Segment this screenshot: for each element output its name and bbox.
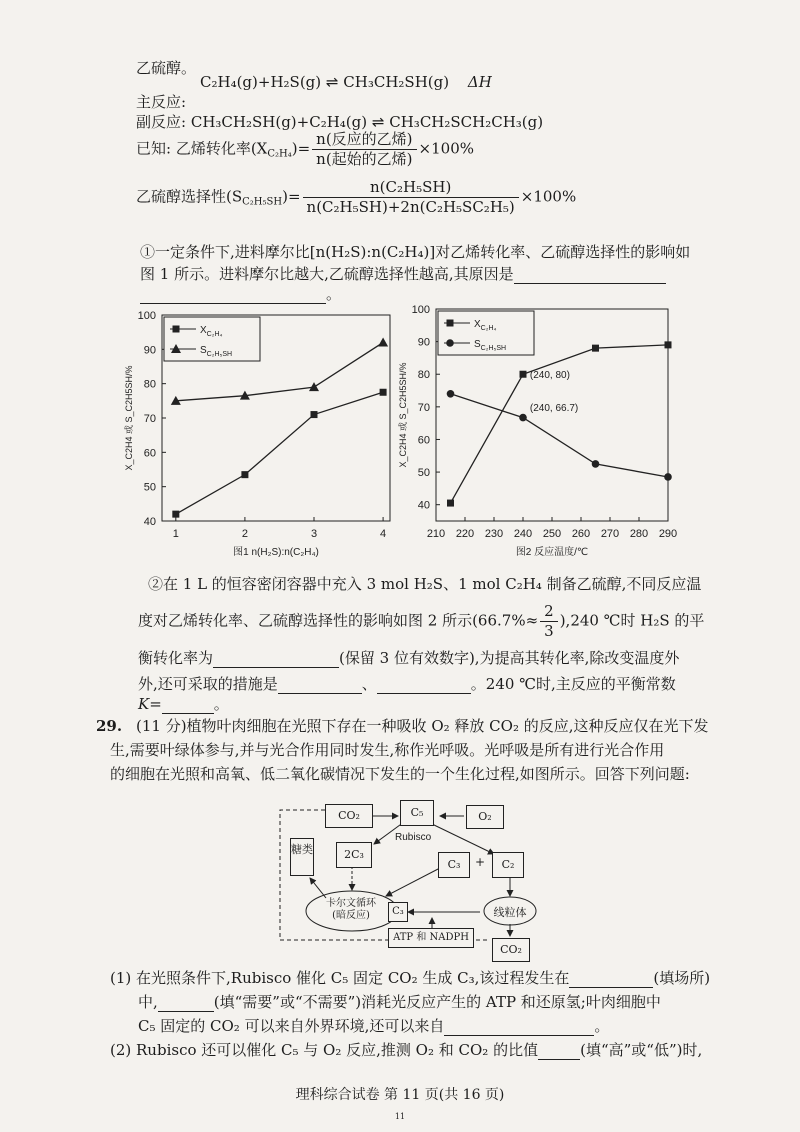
calvin-cycle-subtitle: (暗反应) bbox=[332, 910, 370, 921]
y-tick-label: 40 bbox=[417, 499, 430, 512]
p2-line1-tail: (填“高”或“低”)时, bbox=[580, 1041, 703, 1059]
c3-box: C₃ bbox=[438, 852, 470, 878]
y-tick-label: 90 bbox=[143, 344, 156, 357]
co2-top-box: CO₂ bbox=[325, 804, 373, 828]
p1-line2 bbox=[138, 992, 661, 1012]
conversion-tail: ×100% bbox=[418, 139, 474, 158]
x-tick-label: 4 bbox=[380, 528, 387, 540]
selectivity-numerator: n(C₂H₅SH) bbox=[303, 178, 519, 198]
y-tick-label: 60 bbox=[417, 434, 430, 447]
q2-line3 bbox=[138, 648, 679, 668]
y-tick-label: 90 bbox=[417, 336, 430, 349]
c2-box: C₂ bbox=[492, 852, 524, 878]
main-reaction-equation bbox=[200, 72, 492, 92]
selectivity-subscript: C₂H₅SH bbox=[242, 196, 283, 208]
equilibrium-arrow: ⇌ bbox=[325, 73, 339, 91]
two-c3-box: 2C₃ bbox=[336, 842, 372, 868]
q2-line5 bbox=[138, 694, 229, 714]
answer-blank[interactable] bbox=[444, 1019, 594, 1036]
answer-blank[interactable] bbox=[158, 995, 214, 1012]
legend-subscript: C₂H₅SH bbox=[206, 351, 233, 358]
figure2-chart bbox=[396, 305, 716, 570]
q29-line1: (11 分)植物叶肉细胞在光照下存在一种吸收 O₂ 释放 CO₂ 的反应,这种反应仅在光下发 bbox=[136, 717, 709, 735]
legend-subscript: C₂H₄ bbox=[206, 331, 223, 338]
answer-blank[interactable] bbox=[278, 677, 362, 694]
y-tick-label: 50 bbox=[143, 481, 156, 494]
triangle-marker bbox=[309, 382, 319, 391]
square-marker bbox=[380, 389, 387, 396]
reaction-lhs: C₂H₄(g)+H₂S(g) bbox=[200, 73, 322, 91]
q2-line4-text: 外,还可采取的措施是 bbox=[138, 675, 278, 693]
circle-marker bbox=[519, 414, 527, 422]
arrow bbox=[386, 868, 440, 896]
selectivity-fraction bbox=[303, 178, 519, 217]
square-marker bbox=[520, 371, 527, 378]
p1-line2-tail: (填“需要”或“不需要”)消耗光反应产生的 ATP 和还原氢;叶肉细胞中 bbox=[213, 993, 661, 1011]
annotation-label: (240, 80) bbox=[529, 370, 570, 382]
two-thirds-fraction bbox=[540, 602, 558, 641]
answer-blank[interactable] bbox=[569, 971, 653, 988]
x-tick-label: 260 bbox=[571, 528, 591, 540]
legend-label: $X_{C_2H_4}$ bbox=[200, 325, 223, 338]
selectivity-equals: )= bbox=[282, 187, 301, 206]
q2-line2-tail: ),240 ℃时 H₂S 的平 bbox=[559, 611, 705, 630]
y-tick-label: 40 bbox=[143, 516, 156, 528]
c5-box: C₅ bbox=[400, 800, 434, 826]
conversion-definition bbox=[136, 130, 474, 169]
circle-marker bbox=[446, 339, 454, 347]
plus-sign: + bbox=[475, 855, 486, 869]
x-tick-label: 230 bbox=[484, 528, 504, 540]
selectivity-definition bbox=[136, 178, 576, 217]
q2-line5-end: 。 bbox=[213, 695, 229, 713]
p1-line1-tail: (填场所) bbox=[653, 969, 711, 987]
y-tick-label: 70 bbox=[143, 413, 156, 425]
co2-bottom-box: CO₂ bbox=[492, 938, 530, 962]
square-marker bbox=[172, 511, 179, 518]
x-tick-label: 290 bbox=[658, 528, 678, 540]
side-reaction bbox=[136, 112, 543, 132]
q29-line3: 的细胞在光照和高氧、低二氧化碳情况下发生的一个生化过程,如图所示。回答下列问题: bbox=[110, 765, 690, 783]
y-axis-label: X_C2H4 或 S_C2H5SH/% bbox=[398, 362, 408, 468]
conversion-numerator: n(反应的乙烯) bbox=[312, 130, 416, 150]
conversion-subscript: C₂H₄ bbox=[267, 148, 292, 160]
x-tick-label: 210 bbox=[426, 528, 446, 540]
legend-label: $X_{C_2H_4}$ bbox=[474, 319, 497, 332]
square-marker bbox=[173, 326, 180, 333]
legend-subscript: C₂H₅SH bbox=[480, 345, 507, 352]
y-tick-label: 70 bbox=[417, 401, 430, 414]
y-tick-label: 80 bbox=[143, 378, 156, 391]
q29-line2: 生,需要叶绿体参与,并与光合作用同时发生,称作光呼吸。光呼吸是所有进行光合作用 bbox=[110, 741, 665, 759]
circle-marker bbox=[664, 473, 672, 481]
triangle-marker bbox=[378, 337, 388, 346]
delta-h: ΔH bbox=[467, 73, 492, 91]
legend bbox=[164, 317, 260, 361]
p1-line2-text: 中, bbox=[138, 993, 158, 1011]
series-X_C2H4 bbox=[447, 341, 672, 506]
y-tick-label: 80 bbox=[417, 369, 430, 382]
legend bbox=[438, 311, 534, 355]
y-tick-label: 60 bbox=[143, 447, 156, 460]
atp-nadph-box: ATP 和 NADPH bbox=[388, 928, 474, 948]
series-X_C2H4 bbox=[172, 389, 386, 518]
intro-text: 乙硫醇。 bbox=[136, 59, 197, 77]
square-marker bbox=[241, 471, 248, 478]
k-label: K= bbox=[138, 695, 162, 713]
p1-line3-tail: 。 bbox=[594, 1017, 610, 1035]
q2-line4 bbox=[138, 674, 676, 694]
reaction-rhs: CH₃CH₂SH(g) bbox=[343, 73, 450, 91]
p1-line3 bbox=[138, 1016, 609, 1036]
answer-blank[interactable] bbox=[140, 287, 326, 304]
circle-marker bbox=[592, 460, 600, 468]
series-line bbox=[451, 345, 669, 503]
q2-line3-tail: (保留 3 位有效数字),为提高其转化率,除改变温度外 bbox=[339, 649, 680, 667]
series-line bbox=[176, 392, 383, 514]
main-reaction-label: 主反应: bbox=[136, 93, 187, 111]
selectivity-tail: ×100% bbox=[520, 187, 577, 206]
p2-line1-text: (2) Rubisco 还可以催化 C₅ 与 O₂ 反应,推测 O₂ 和 CO₂ 的比值 bbox=[110, 1041, 539, 1059]
x-tick-label: 3 bbox=[310, 528, 318, 540]
side-reaction-label: 副反应: bbox=[136, 113, 187, 131]
square-marker bbox=[447, 320, 454, 327]
o2-box: O₂ bbox=[466, 805, 504, 829]
page-number: 11 bbox=[394, 1112, 406, 1121]
side-reaction-rhs: CH₃CH₂SCH₂CH₃(g) bbox=[389, 113, 544, 131]
frac-numerator: 2 bbox=[540, 602, 558, 622]
p2-line1 bbox=[110, 1040, 702, 1060]
q2-line4-tail: 。240 ℃时,主反应的平衡常数 bbox=[470, 675, 676, 693]
x-tick-label: 2 bbox=[241, 528, 248, 540]
selectivity-denominator: n(C₂H₅SH)+2n(C₂H₅SC₂H₅) bbox=[306, 198, 515, 216]
q2-line2 bbox=[138, 602, 704, 641]
conversion-fraction bbox=[312, 130, 416, 169]
conversion-equals: )= bbox=[291, 139, 311, 158]
x-tick-label: 280 bbox=[629, 528, 649, 540]
answer-blank[interactable] bbox=[377, 677, 471, 694]
legend-label: $S_{C_2H_5SH}$ bbox=[200, 345, 233, 358]
x-tick-label: 1 bbox=[172, 528, 179, 540]
conversion-denominator: n(起始的乙烯) bbox=[316, 150, 413, 168]
calvin-cycle-label bbox=[310, 898, 392, 922]
sugar-box: 糖类 bbox=[290, 838, 314, 876]
x-tick-label: 270 bbox=[600, 528, 620, 540]
q2-line2-text: 度对乙烯转化率、乙硫醇选择性的影响如图 2 所示(66.7%≈ bbox=[138, 611, 539, 630]
p1-line1-text: (1) 在光照条件下,Rubisco 催化 C₅ 固定 CO₂ 生成 C₃,该过程发生在 bbox=[110, 969, 570, 987]
figure-caption: 图1 n(H₂S):n(C₂H₄) bbox=[233, 547, 319, 558]
q2-line4-sep: 、 bbox=[361, 675, 377, 693]
x-tick-label: 240 bbox=[513, 528, 533, 540]
figure1-chart bbox=[126, 305, 396, 570]
q2-line1: ②在 1 L 的恒容密闭容器中充入 3 mol H₂S、1 mol C₂H₄ 制备乙硫醇,不同反应温 bbox=[148, 575, 702, 593]
mitochondria-label: 线粒体 bbox=[493, 906, 527, 919]
square-marker bbox=[311, 411, 318, 418]
calvin-cycle-title: 卡尔文循环 bbox=[326, 898, 376, 909]
legend-subscript: C₂H₄ bbox=[480, 325, 497, 332]
photorespiration-diagram bbox=[270, 800, 540, 962]
x-tick-label: 250 bbox=[542, 528, 562, 540]
answer-blank[interactable] bbox=[213, 651, 339, 668]
rubisco-label: Rubisco bbox=[395, 832, 432, 843]
y-tick-label: 100 bbox=[411, 304, 430, 316]
q1-line3 bbox=[140, 284, 341, 304]
q1-line1: ①一定条件下,进料摩尔比[n(H₂S):n(C₂H₄)]对乙烯转化率、乙硫醇选择性的影响如 bbox=[140, 243, 691, 261]
square-marker bbox=[665, 341, 672, 348]
p1-line1 bbox=[110, 968, 710, 988]
legend-label: $S_{C_2H_5SH}$ bbox=[474, 339, 507, 352]
frac-denominator: 3 bbox=[544, 622, 554, 640]
page-footer: 理科综合试卷 第 11 页(共 16 页) bbox=[295, 1087, 505, 1103]
square-marker bbox=[447, 500, 454, 507]
selectivity-label: 乙硫醇选择性(S bbox=[136, 187, 243, 206]
c3-small-box: C₃ bbox=[388, 902, 408, 922]
q1-line2 bbox=[140, 264, 666, 284]
p1-line3-text: C₅ 固定的 CO₂ 可以来自外界环境,还可以来自 bbox=[138, 1017, 445, 1035]
y-tick-label: 50 bbox=[417, 467, 430, 480]
conversion-label: 已知: 乙烯转化率(X bbox=[136, 139, 268, 158]
x-tick-label: 220 bbox=[455, 528, 475, 540]
square-marker bbox=[592, 345, 599, 352]
circle-marker bbox=[447, 390, 455, 398]
y-tick-label: 100 bbox=[137, 310, 156, 322]
y-axis-label: X_C2H4 或 S_C2H5SH/% bbox=[124, 365, 134, 471]
answer-blank[interactable] bbox=[162, 697, 214, 714]
question-number: 29. bbox=[96, 717, 123, 735]
answer-blank[interactable] bbox=[538, 1043, 580, 1060]
answer-blank[interactable] bbox=[514, 267, 666, 284]
q1-end: 。 bbox=[326, 285, 342, 303]
q2-line3-text: 衡转化率为 bbox=[138, 649, 214, 667]
annotation-label: (240, 66.7) bbox=[529, 402, 579, 414]
equilibrium-arrow: ⇌ bbox=[371, 113, 385, 131]
side-reaction-lhs: CH₃CH₂SH(g)+C₂H₄(g) bbox=[190, 113, 368, 131]
q1-line2-text: 图 1 所示。进料摩尔比越大,乙硫醇选择性越高,其原因是 bbox=[140, 265, 514, 283]
figure-caption: 图2 反应温度/℃ bbox=[515, 547, 589, 558]
